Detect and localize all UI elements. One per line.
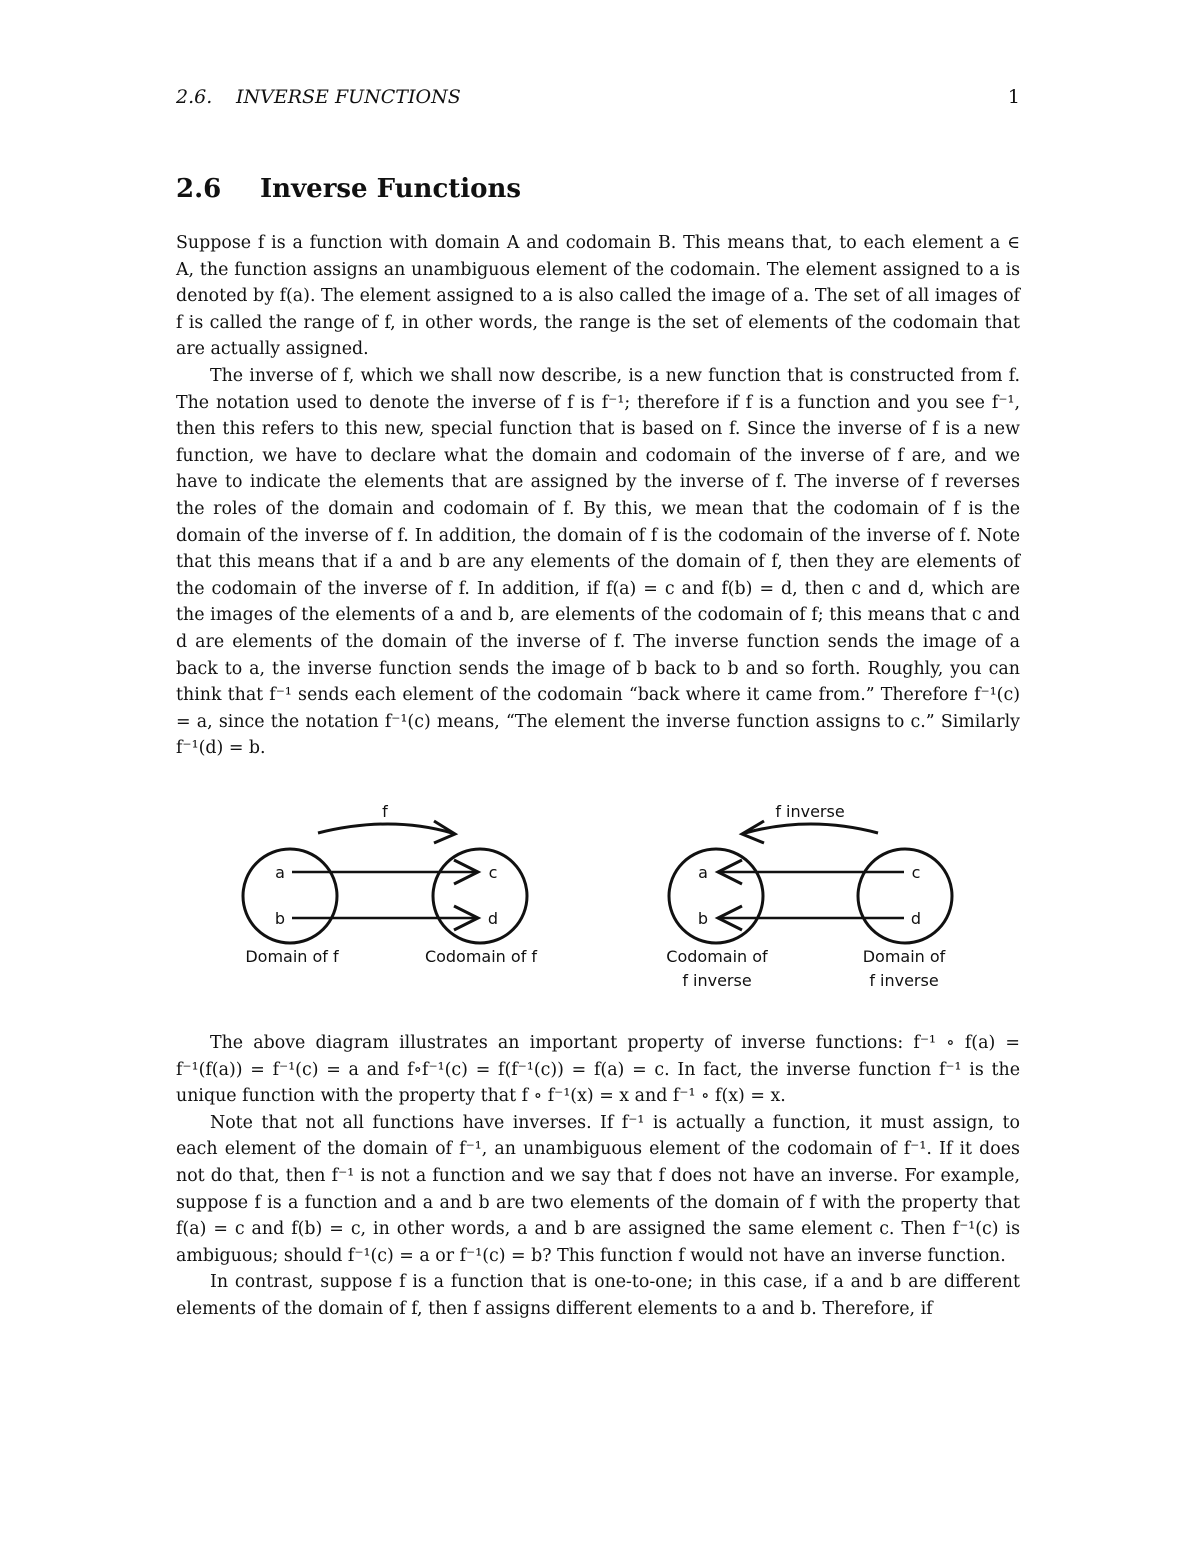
left-codomain-circle <box>433 849 527 943</box>
section-heading <box>176 174 1020 214</box>
left-element-c: c <box>488 863 498 882</box>
left-arrow-label: f <box>382 802 388 821</box>
right-domain-caption-line1: Domain of <box>862 947 946 966</box>
right-element-b: b <box>697 909 709 928</box>
section-heading-title: Inverse Functions <box>260 174 522 204</box>
text-block-bottom <box>176 1030 1020 1323</box>
header-section-number: 2.6. <box>176 86 213 108</box>
left-element-a: a <box>275 863 285 882</box>
right-element-d: d <box>910 909 922 928</box>
right-curved-arrow <box>745 824 878 833</box>
running-header <box>176 86 1020 116</box>
paragraph-not-all-inverses: Note that not all functions have inverses. If f⁻¹ is actually a function, it must assign, to each element of the domain of f⁻¹, an unambiguous element of the codomain of f⁻¹. If it does not do that, then f⁻¹ is not a function and we say that f does not have an inverse. For example, suppose f is a function and a and b are two elements of the domain of f with the property that f(a) = c and f(b) = c, in other words, a and b are assigned the same element c. Then f⁻¹(c) is ambiguous; should f⁻¹(c) = a or f⁻¹(c) = b? This function f would not have an inverse function. <box>176 1112 1020 1266</box>
left-domain-caption: Domain of f <box>245 947 339 966</box>
right-codomain-circle <box>669 849 763 943</box>
paragraph-one-to-one: In contrast, suppose f is a function that is one-to-one; in this case, if a and b are different elements of the domain of f, then f assigns different elements to a and b. Therefore, if <box>176 1272 1020 1319</box>
paragraph-inverse: The inverse of f, which we shall now describe, is a new function that is constructed from f. The notation used to denote the inverse of f is f⁻¹; therefore if f is a function and you see f⁻¹, then this refers to this new, special function that is based on f. Since the inverse of f is a new function, we have to declare what the domain and codomain of the inverse of f are, and we have to indicate the elements that are assigned by the inverse of f. The inverse of f reverses the roles of the domain and codomain of f. By this, we mean that the codomain of f is the domain of the inverse of f. In addition, the domain of f is the codomain of the inverse of f. Note that this means that if a and b are any elements of the domain of f, then they are elements of the codomain of the inverse of f. In addition, if f(a) = c and f(b) = d, then c and d, which are the images of the elements of a and b, are elements of the codomain of f; this means that c and d are elements of the domain of the inverse of f. The inverse function sends the image of a back to a, the inverse function sends the image of b back to b and so forth. Roughly, you can think that f⁻¹ sends each element of the codomain “back where it came from.” Therefore f⁻¹(c) = a, since the notation f⁻¹(c) means, “The element the inverse function assigns to c.” Similarly f⁻¹(d) = b. <box>176 365 1020 759</box>
left-element-d: d <box>487 909 499 928</box>
left-domain-circle <box>243 849 337 943</box>
right-domain-circle <box>858 849 952 943</box>
left-element-b: b <box>274 909 286 928</box>
paragraph-property: The above diagram illustrates an important property of inverse functions: f⁻¹ ∘ f(a) = f⁻¹(f(a)) = f⁻¹(c) = a and f∘f⁻¹(c) = f(f⁻¹(c)) = f(a) = c. In fact, the inverse function f⁻¹ is the unique function with the property that f ∘ f⁻¹(x) = x and f⁻¹ ∘ f(x) = x. <box>176 1033 1020 1107</box>
right-domain-caption-line2: f inverse <box>869 971 939 990</box>
left-codomain-caption: Codomain of f <box>424 947 538 966</box>
header-section-title: INVERSE FUNCTIONS <box>236 86 461 108</box>
section-heading-number: 2.6 <box>176 174 222 204</box>
page-number: 1 <box>1007 86 1020 108</box>
right-arrow-label: f inverse <box>775 802 845 821</box>
right-codomain-caption-line2: f inverse <box>682 971 752 990</box>
paragraph-definition: Suppose f is a function with domain A and codomain B. This means that, to each element a ∈ A, the function assigns an unambiguous element of the codomain. The element assigned to a is denoted by f(a). The element assigned to a is also called the image of a. The set of all images of f is called the range of f, in other words, the range is the set of elements of the codomain that are actually assigned. <box>176 233 1020 360</box>
right-codomain-caption-line1: Codomain of <box>666 947 768 966</box>
right-element-a: a <box>698 863 708 882</box>
diagram-svg <box>0 790 1200 1000</box>
text-block-top <box>176 230 1020 762</box>
left-curved-arrow <box>318 824 452 833</box>
right-element-c: c <box>911 863 921 882</box>
inverse-function-diagram <box>0 790 1200 1000</box>
